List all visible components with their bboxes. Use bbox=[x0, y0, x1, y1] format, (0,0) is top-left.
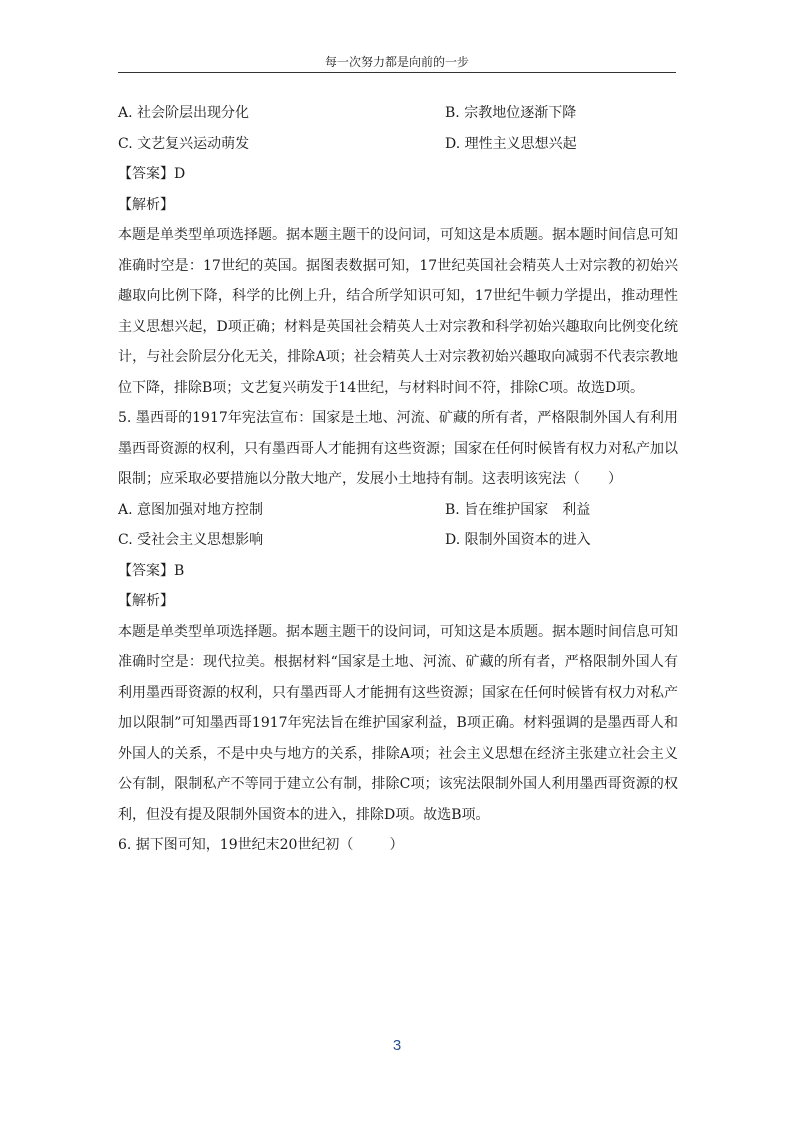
q4-options-row-1 bbox=[118, 98, 678, 129]
q4-analysis-label: 【解析】 bbox=[118, 196, 174, 213]
document-body bbox=[118, 98, 678, 861]
q5-option-d: D. 限制外国资本的进入 bbox=[445, 532, 591, 548]
page-number: 3 bbox=[392, 1037, 402, 1054]
page-header: 每一次努力都是向前的一步 bbox=[324, 55, 469, 69]
q5-analysis: 本题是单类型单项选择题。据本题主题干的设问词，可知这是本质题。据本题时间信息可知准确时空是：现代拉美。根据材料“国家是土地、河流、矿藏的所有者，严格限制外国人有利用墨西哥资源的权利，只有墨西哥人才能拥有这些资源；国家在任何时候皆有权力对私产加以限制”可知墨西哥1917年宪法旨在维护国家利益，B项正确。材料强调的是墨西哥人和外国人的关系，不是中央与地方的关系，排除A项；社会主义思想在经济主张建立社会主义公有制，限制私产不等同于建立公有制，排除C项；该宪法限制外国人利用墨西哥资源的权利，但没有提及限制外国资本的进入，排除D项。故选B项。 bbox=[118, 623, 678, 823]
q5-options-row-2 bbox=[118, 525, 678, 556]
q5-answer: 【答案】B bbox=[118, 562, 185, 579]
q5-option-c: C. 受社会主义思想影响 bbox=[118, 532, 264, 548]
q4-options-row-2 bbox=[118, 129, 678, 160]
q4-option-a: A. 社会阶层出现分化 bbox=[118, 105, 250, 121]
q4-option-c: C. 文艺复兴运动萌发 bbox=[118, 135, 250, 152]
q5-options-row-1 bbox=[118, 495, 678, 526]
q4-option-d: D. 理性主义思想兴起 bbox=[445, 135, 577, 152]
q5-analysis-label: 【解析】 bbox=[118, 593, 174, 609]
header-rule bbox=[118, 72, 676, 73]
q6-stem: 6. 据下图可知，19世纪末20世纪初（ bbox=[118, 837, 354, 853]
q4-option-b: B. 宗教地位逐渐下降 bbox=[445, 105, 577, 121]
q5-stem: 5. 墨西哥的1917年宪法宣布：国家是土地、河流、矿藏的所有者，严格限制外国人有利用墨西哥资源的权利，只有墨西哥人才能拥有这些资源；国家在任何时候皆有权力对私产加以限制；应采取必要措施以分散大地产，发展小土地持有制。这表明该宪法（ ） bbox=[118, 410, 678, 487]
q4-analysis: 本题是单类型单项选择题。据本题主题干的设问词，可知这是本质题。据本题时间信息可知准确时空是：17世纪的英国。据图表数据可知，17世纪英国社会精英人士对宗教的初始兴趣取向比例下降，科学的比例上升，结合所学知识可知，17世纪牛顿力学提出，推动理性主义思想兴起，D项正确；材料是英国社会精英人士对宗教和科学初始兴趣取向比例变化统计，与社会阶层分化无关，排除A项；社会精英人士对宗教初始兴趣取向减弱不代表宗教地位下降，排除B项；文艺复兴萌发于14世纪，与材料时间不符，排除C项。故选D项。 bbox=[118, 227, 678, 396]
q6-stem-close: ） bbox=[389, 837, 404, 853]
q5-option-b: B. 旨在维护国家 利益 bbox=[445, 501, 591, 518]
q4-answer: 【答案】D bbox=[118, 166, 186, 182]
q5-option-a: A. 意图加强对地方控制 bbox=[118, 501, 264, 518]
q6-stem-line bbox=[118, 830, 678, 861]
